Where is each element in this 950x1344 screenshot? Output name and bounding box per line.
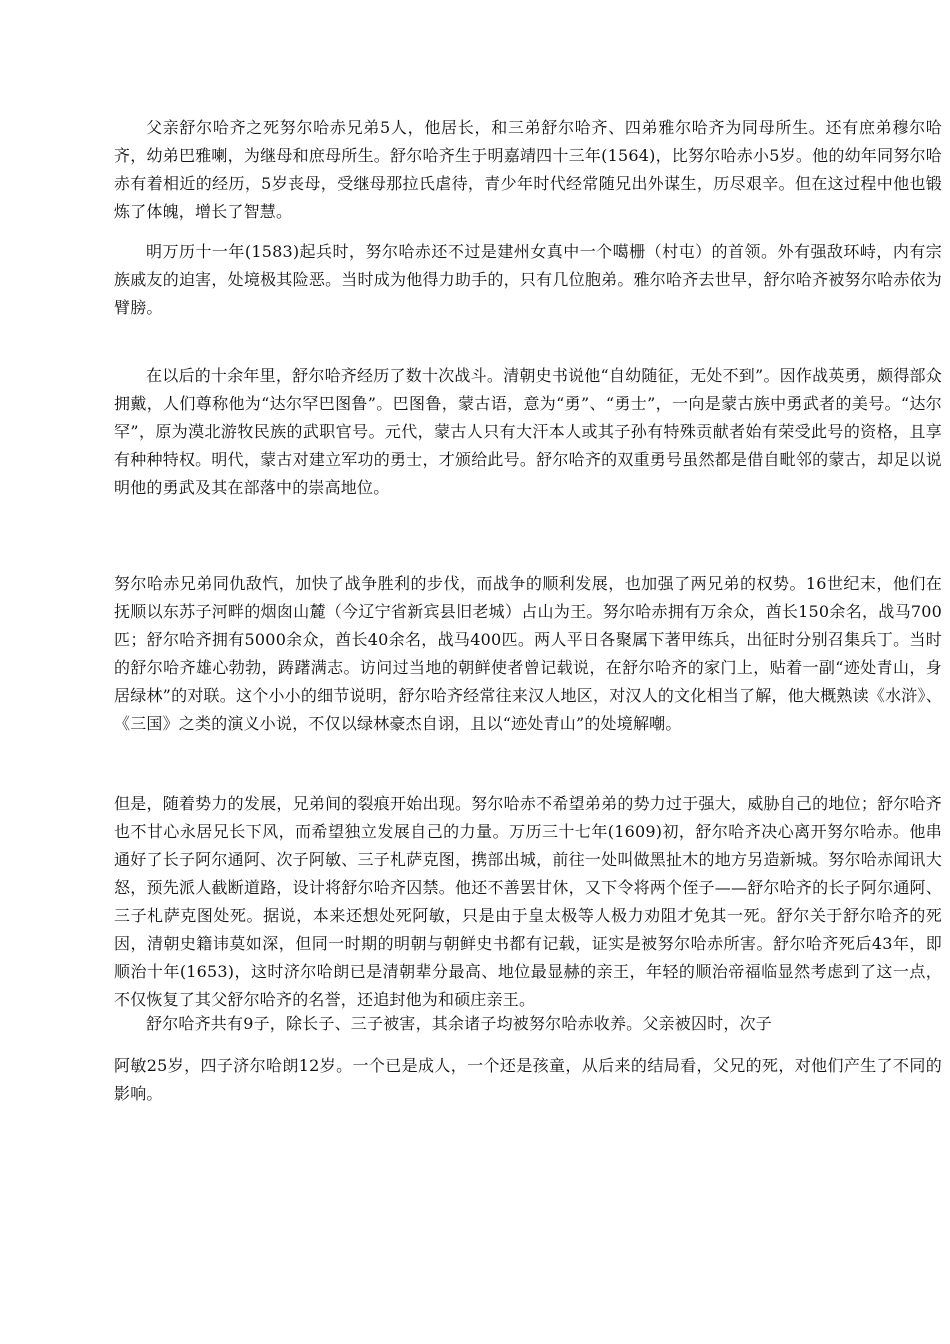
paragraph-1: 父亲舒尔哈齐之死努尔哈赤兄弟5人，他居长，和三弟舒尔哈齐、四弟雅尔哈齐为同母所生。还有庶弟穆尔哈齐，幼弟巴雅喇，为继母和庶母所生。舒尔哈齐生于明嘉靖四十三年(1564)，比努尔哈赤小5岁。他的幼年同努尔哈赤有着相近的经历，5岁丧母，受继母那拉氏虐待，青少年时代经常随兄出外谋生，历尽艰辛。但在这过程中他也锻炼了体魄，增长了智慧。 bbox=[114, 118, 942, 221]
paragraph-4: 努尔哈赤兄弟同仇敌忾，加快了战争胜利的步伐，而战争的顺利发展，也加强了两兄弟的权势。16世纪末，他们在抚顺以东苏子河畔的烟囱山麓（今辽宁省新宾县旧老城）占山为王。努尔哈赤拥有万余众，酋长150余名，战马700匹；舒尔哈齐拥有5000余众，酋长40余名，战马400匹。两人平日各聚属下著甲练兵，出征时分别召集兵丁。当时的舒尔哈齐雄心勃勃，踌躇满志。访问过当地的朝鲜使者曾记载说，在舒尔哈齐的家门上，贴着一副“迹处青山，身居绿林”的对联。这个小小的细节说明，舒尔哈齐经常往来汉人地区，对汉人的文化相当了解，他大概熟读《水浒》、《三国》之类的演义小说，不仅以绿林豪杰自诩，且以“迹处青山”的处境解嘲。 bbox=[114, 574, 942, 733]
paragraph-2: 明万历十一年(1583)起兵时，努尔哈赤还不过是建州女真中一个噶栅（村屯）的首领。外有强敌环峙，内有宗族戚友的迫害，处境极其险恶。当时成为他得力助手的，只有几位胞弟。雅尔哈齐去世早，舒尔哈齐被努尔哈赤依为臂膀。 bbox=[114, 242, 942, 317]
paragraph-5: 但是，随着势力的发展，兄弟间的裂痕开始出现。努尔哈赤不希望弟弟的势力过于强大，威胁自己的地位；舒尔哈齐也不甘心永居兄长下风，而希望独立发展自己的力量。万历三十七年(1609)初，舒尔哈齐决心离开努尔哈赤。他串通好了长子阿尔通阿、次子阿敏、三子札萨克图，携部出城，前往一处叫做黑扯木的地方另造新城。努尔哈赤闻讯大怒，预先派人截断道路，设计将舒尔哈齐囚禁。他还不善罢甘休，又下令将两个侄子——舒尔哈齐的长子阿尔通阿、三子札萨克图处死。据说，本来还想处死阿敏，只是由于皇太极等人极力劝阻才免其一死。舒尔关于舒尔哈齐的死因，清朝史籍讳莫如深，但同一时期的明朝与朝鲜史书都有记载，证实是被努尔哈赤所害。舒尔哈齐死后43年，即顺治十年(1653)，这时济尔哈朗已是清朝辈分最高、地位最显赫的亲王，年轻的顺治帝福临显然考虑到了这一点，不仅恢复了其父舒尔哈齐的名誉，还追封他为和硕庄亲王。 bbox=[114, 794, 942, 1009]
paragraph-3: 在以后的十余年里，舒尔哈齐经历了数十次战斗。清朝史书说他“自幼随征，无处不到”。因作战英勇，颇得部众拥戴，人们尊称他为“达尔罕巴图鲁”。巴图鲁，蒙古语，意为“勇”、“勇士”，一向是蒙古族中勇武者的美号。“达尔罕”，原为漠北游牧民族的武职官号。元代，蒙古人只有大汗本人或其子孙有特殊贡献者始有荣受此号的资格，且享有种种特权。明代，蒙古对建立军功的勇士，才颁给此号。舒尔哈齐的双重勇号虽然都是借自毗邻的蒙古，却足以说明他的勇武及其在部落中的崇高地位。 bbox=[114, 366, 942, 497]
paragraph-6: 舒尔哈齐共有9子，除长子、三子被害，其余诸子均被努尔哈赤收养。父亲被囚时，次子 bbox=[146, 1014, 772, 1033]
paragraph-7: 阿敏25岁，四子济尔哈朗12岁。一个已是成人，一个还是孩童，从后来的结局看，父兄的死，对他们产生了不同的影响。 bbox=[114, 1056, 942, 1103]
